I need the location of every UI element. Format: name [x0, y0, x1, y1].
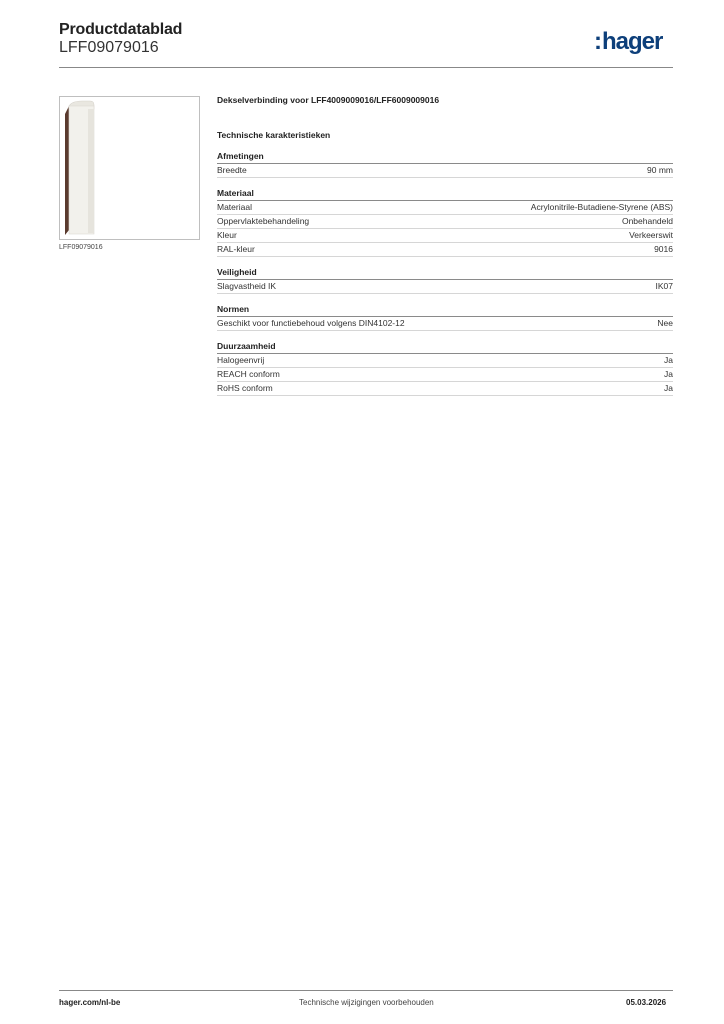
spec-value: Nee — [657, 318, 673, 328]
spec-row — [217, 317, 673, 331]
spec-section-normen — [217, 304, 673, 331]
logo-wordmark: hager — [602, 28, 663, 55]
spec-section-materiaal — [217, 188, 673, 257]
spec-value: Ja — [664, 383, 673, 393]
spec-label: REACH conform — [217, 369, 280, 379]
spec-label: Kleur — [217, 230, 237, 240]
spec-value: 90 mm — [647, 165, 673, 175]
spec-label: Slagvastheid IK — [217, 281, 277, 291]
spec-value: 9016 — [654, 244, 673, 254]
logo-mark: : — [594, 28, 601, 55]
spec-label: Breedte — [217, 165, 247, 175]
connector-shade-shape — [88, 109, 94, 233]
footer-disclaimer: Technische wijzigingen voorbehouden — [299, 998, 434, 1007]
spec-label: RAL-kleur — [217, 244, 255, 254]
section-title: Normen — [217, 304, 673, 317]
spec-row — [217, 229, 673, 243]
spec-row — [217, 382, 673, 396]
spec-label: Geschikt voor functiebehoud volgens DIN4102-12 — [217, 318, 405, 328]
spec-row — [217, 280, 673, 294]
spec-label: RoHS conform — [217, 383, 273, 393]
footer-divider — [59, 990, 673, 991]
cover-connector-illustration — [60, 97, 199, 239]
spec-label: Oppervlaktebehandeling — [217, 216, 310, 226]
spec-section-duurzaamheid — [217, 341, 673, 396]
footer-website-link[interactable]: hager.com/nl-be — [59, 998, 121, 1007]
spec-value: Verkeerswit — [629, 230, 673, 240]
spec-row — [217, 243, 673, 257]
spec-content — [217, 94, 673, 396]
page-title: Productdatablad — [59, 21, 183, 38]
spec-value: Ja — [664, 369, 673, 379]
spec-row — [217, 368, 673, 382]
spec-value: Ja — [664, 355, 673, 365]
spec-row — [217, 201, 673, 215]
spec-row — [217, 354, 673, 368]
section-title: Duurzaamheid — [217, 341, 673, 354]
spec-section-veiligheid — [217, 267, 673, 294]
spec-value: IK07 — [655, 281, 673, 291]
connector-edge-shape — [65, 106, 69, 235]
product-image — [59, 96, 200, 240]
spec-value: Onbehandeld — [621, 216, 673, 226]
technical-characteristics-heading: Technische karakteristieken — [217, 130, 331, 140]
spec-value: Acrylonitrile-Butadiene-Styrene (ABS) — [530, 202, 673, 212]
spec-label: Materiaal — [217, 202, 252, 212]
header-divider — [59, 67, 673, 68]
spec-row — [217, 215, 673, 229]
image-caption: LFF09079016 — [59, 244, 103, 251]
section-title: Veiligheid — [217, 267, 673, 280]
section-title: Materiaal — [217, 188, 673, 201]
footer-date: 05.03.2026 — [626, 998, 667, 1007]
spec-section-afmetingen — [217, 151, 673, 178]
product-code: LFF09079016 — [59, 39, 159, 56]
hager-logo — [594, 28, 662, 56]
product-description: Dekselverbinding voor LFF4009009016/LFF6009009016 — [217, 95, 440, 105]
spec-label: Halogeenvrij — [217, 355, 265, 365]
spec-row — [217, 164, 673, 178]
section-title: Afmetingen — [217, 151, 673, 164]
